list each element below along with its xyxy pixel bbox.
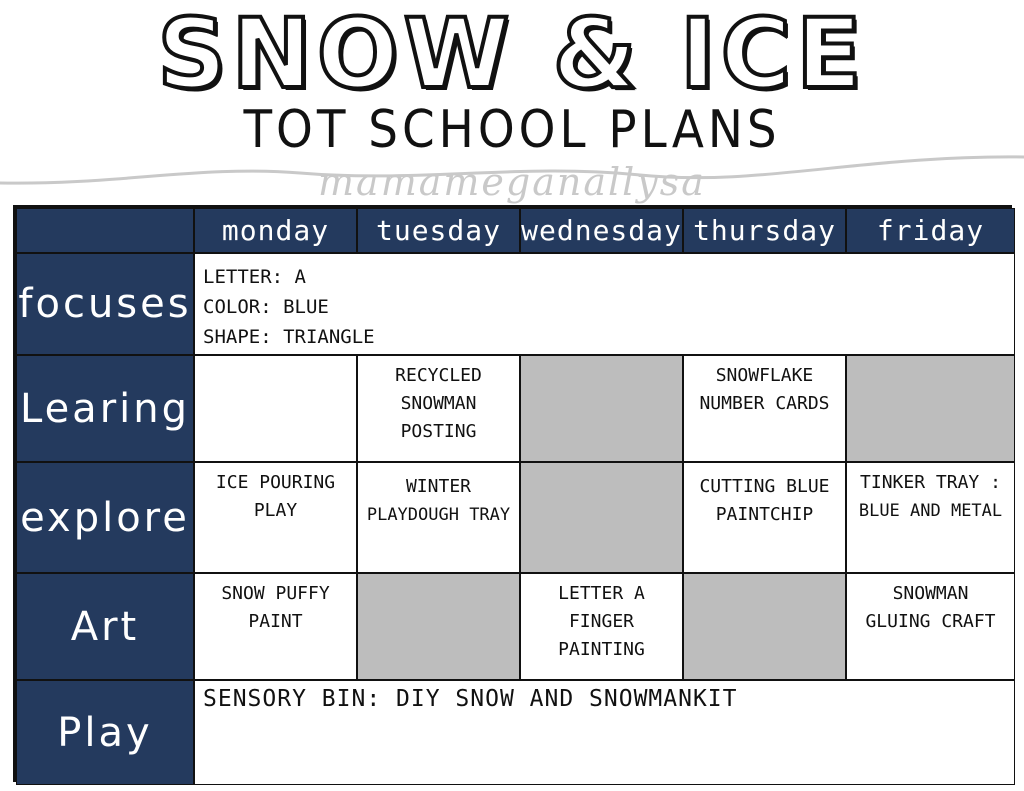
learing-tuesday-cell: [357, 355, 520, 462]
activity-line: SNOWMAN: [892, 583, 969, 604]
learing-friday-cell: [846, 355, 1015, 462]
watermark: mamameganallysa: [318, 160, 706, 204]
corner-cell: [16, 208, 194, 253]
focus-color: COLOR: BLUE: [203, 296, 329, 318]
activity-line: PAINTING: [558, 639, 645, 660]
activity-line: FINGER: [568, 611, 634, 632]
day-header-friday: friday: [846, 208, 1015, 253]
explore-thursday-cell: [683, 462, 846, 573]
explore-wednesday-cell: [520, 462, 683, 573]
art-tuesday-cell: [357, 573, 520, 680]
focuses-cell: [194, 253, 1015, 355]
activity-line: LETTER A: [558, 583, 645, 604]
row-label-explore: explore: [16, 462, 194, 573]
row-label-focuses: focuses: [16, 253, 194, 355]
page-subtitle: TOT SCHOOL PLANS: [243, 100, 781, 160]
row-label-learing: Learing: [16, 355, 194, 462]
activity-line: TINKER TRAY :: [860, 472, 1001, 493]
activity-line: SNOW PUFFY: [221, 583, 330, 604]
learing-thursday-cell: [683, 355, 846, 462]
row-label-play: Play: [16, 680, 194, 785]
focus-letter: LETTER: A: [203, 266, 306, 288]
activity-line: BLUE AND METAL: [858, 501, 1003, 521]
explore-tuesday-cell: [357, 462, 520, 573]
art-monday-cell: [194, 573, 357, 680]
explore-monday-cell: [194, 462, 357, 573]
art-friday-cell: [846, 573, 1015, 680]
activity-line: PAINTCHIP: [715, 504, 814, 525]
activity-line: SNOWFLAKE: [715, 365, 814, 386]
explore-friday-cell: [846, 462, 1015, 573]
activity-line: NUMBER CARDS: [699, 393, 830, 414]
learing-monday-cell: [194, 355, 357, 462]
activity-line: GLUING CRAFT: [865, 611, 996, 632]
activity-line: PLAYDOUGH TRAY: [366, 505, 511, 525]
activity-line: SNOWMAN: [400, 393, 477, 414]
row-label-art: Art: [16, 573, 194, 680]
activity-line: RECYCLED: [395, 365, 482, 386]
focus-shape: SHAPE: TRIANGLE: [203, 326, 375, 348]
art-thursday-cell: [683, 573, 846, 680]
plan-table: [13, 205, 1012, 782]
activity-line: POSTING: [400, 421, 477, 442]
play-cell: SENSORY BIN: DIY SNOW AND SNOWMANKIT: [194, 680, 1015, 785]
activity-line: PLAY: [253, 500, 298, 521]
activity-line: WINTER: [405, 476, 471, 497]
day-header-tuesday: tuesday: [357, 208, 520, 253]
activity-line: ICE POURING: [215, 472, 336, 493]
day-header-wednesday: wednesday: [520, 208, 683, 253]
activity-line: PAINT: [248, 611, 303, 632]
activity-line: CUTTING BLUE: [699, 476, 830, 497]
learing-wednesday-cell: [520, 355, 683, 462]
day-header-thursday: thursday: [683, 208, 846, 253]
page-title: SNOW & ICE: [157, 0, 867, 110]
day-header-monday: monday: [194, 208, 357, 253]
art-wednesday-cell: [520, 573, 683, 680]
